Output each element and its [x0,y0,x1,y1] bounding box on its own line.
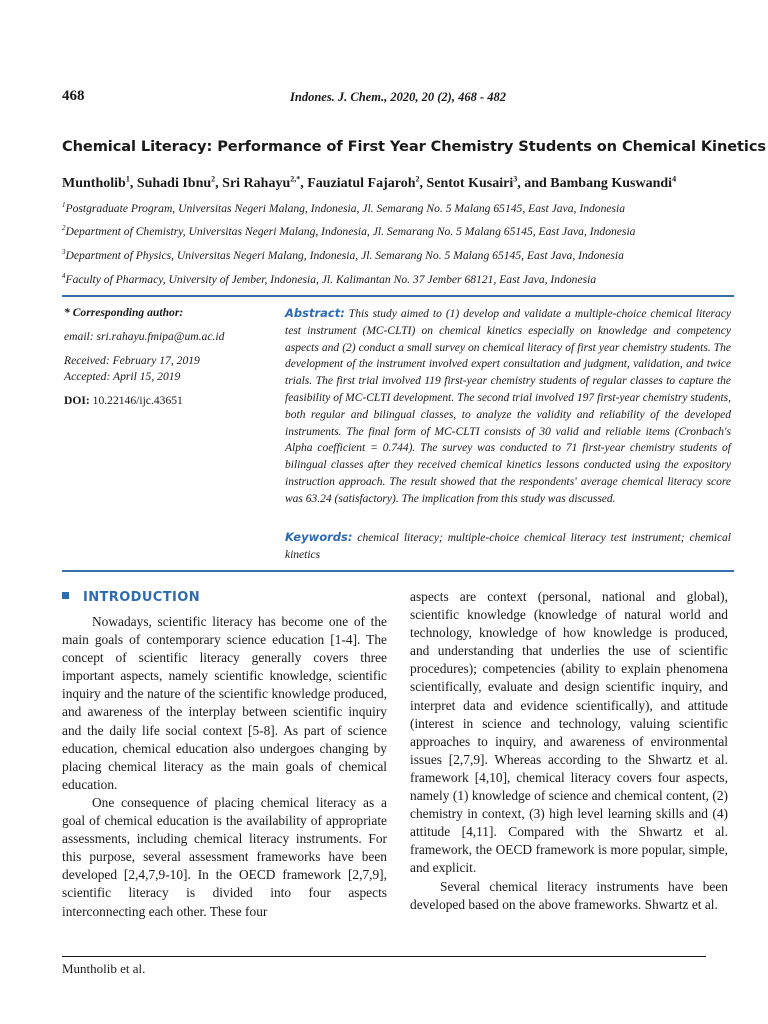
abstract-label: Abstract: [285,306,345,320]
abstract-text: This study aimed to (1) develop and validate a multiple-choice chemical literacy test instrument (MC-CLTI) on chemical kinetics especially on knowledge and competency aspects and (2) conduct a small survey on chemical literacy of first year chemistry students. The development of the instrument involved expert consultation and judgment, validation, and twice trials. The first trial involved 119 first-year chemistry students of regular classes to capture the feasibility of MC-CLTI development. The second trial involved 197 first-year chemistry students, both regular and bilingual classes, to analyze the validity and reliability of the developed instruments. The final form of MC-CLTI consists of 30 valid and reliable items (Cronbach's Alpha coefficient = 0.744). The survey was conducted to 71 first-year chemistry students of bilingual classes after they received chemical kinetics lessons conducted using the expository instruction approach. The result showed that the respondents' average chemical literacy score was 63.24 (satisfactory). The implication from this study was discussed. [285,308,731,505]
paragraph: One consequence of placing chemical literacy as a goal of chemical education is the availability of appropriate assessments, including chemical literacy instruments. For this purpose, several assessment frameworks have been developed [2,4,7,9-10]. In the OECD framework [2,7,9], scientific literacy is divided into four aspects interconnecting each other. These four [62,794,387,919]
corresponding-author-label: * Corresponding author: [64,306,184,319]
keywords-label: Keywords: [285,530,353,544]
paragraph: aspects are context (personal, national and global), scientific knowledge (knowledge of natural world and technology, knowledge of how knowledge is produced, and understanding that underlies the use of scientific procedures); competencies (ability to explain phenomena scientifically, evaluate and design scientific inquiry, and interpret data and evidence scientifically), and attitude (interest in science and technology, valuing scientific approaches to inquiry, and awareness of environmental issues [2,7,9]. Whereas according to the Shwartz et al. framework [4,10], chemical literacy covers four aspects, namely (1) knowledge of science and chemical content, (2) chemistry in context, (3) high level learning skills and (4) attitude [4,11]. Compared with the Shwartz et al. framework, the OECD framework is more popular, simple, and explicit. [410,589,728,876]
paragraph: Several chemical literacy instruments have been developed based on the above frameworks. Shwartz et al. [410,878,728,912]
author: Sri Rahayu$^{2,*}$, [222,174,308,191]
author: Suhadi Ibnu$^2$, [136,174,223,191]
author: Sentot Kusairi$^3$, and [426,174,551,191]
body-column-right [410,588,728,914]
corresponding-email: email: sri.rahayu.fmipa@um.ac.id [64,330,225,343]
author: Bambang Kuswandi$^4$ [550,174,677,191]
bullet-square-icon [62,592,69,599]
footer-running-author: Muntholib et al. [62,961,146,976]
doi: DOI: 10.22146/ijc.43651 [64,394,183,407]
abstract-divider [62,570,734,572]
keywords-text: chemical literacy; multiple-choice chemical literacy test instrument; chemical kinetics [285,532,731,561]
accepted-date: Accepted: April 15, 2019 [64,370,181,383]
abstract [285,305,731,508]
paragraph: Nowadays, scientific literacy has become one of the main goals of contemporary science education [1-4]. The concept of scientific literacy generally covers three important aspects, namely scientific knowledge, scientific inquiry and the nature of the scientific knowledge produced, and awareness of the interplay between scientific inquiry and the daily life social context [5-8]. As part of science education, chemical education also undergoes changing by placing chemical literacy as the main goals of chemical education. [62,614,387,792]
body-column-left [62,613,387,921]
footer-divider [62,956,706,957]
paper-title: Chemical Literacy: Performance of First Year Chemistry Students on Chemical Kinetics [62,138,766,155]
header-divider [62,295,734,297]
keywords [285,529,731,564]
received-date: Received: February 17, 2019 [64,354,200,367]
page-number: 468 [62,88,85,104]
affiliation-4: $^4$Faculty of Pharmacy, University of Jember, Indonesia, Jl. Kalimantan No. 37 Jember 68121, East Java, Indonesia [62,272,597,286]
author: Fauziatul Fajaroh$^2$, [307,174,427,191]
affiliation-1: $^1$Postgraduate Program, Universitas Negeri Malang, Indonesia, Jl. Semarang No. 5 Malang 65145, East Java, Indonesia [62,201,626,215]
section-heading-introduction: INTRODUCTION [62,590,200,605]
affiliation-2: $^2$Department of Chemistry, Universitas Negeri Malang, Indonesia, Jl. Semarang No. 5 Malang 65145, East Java, Indonesia [62,224,636,238]
author-list [62,174,676,192]
affiliation-3: $^3$Department of Physics, Universitas Negeri Malang, Indonesia, Jl. Semarang No. 5 Malang 65145, East Java, Indonesia [62,248,624,262]
journal-citation: Indones. J. Chem., 2020, 20 (2), 468 - 482 [290,90,506,104]
author: Muntholib$^1$, [62,174,137,191]
